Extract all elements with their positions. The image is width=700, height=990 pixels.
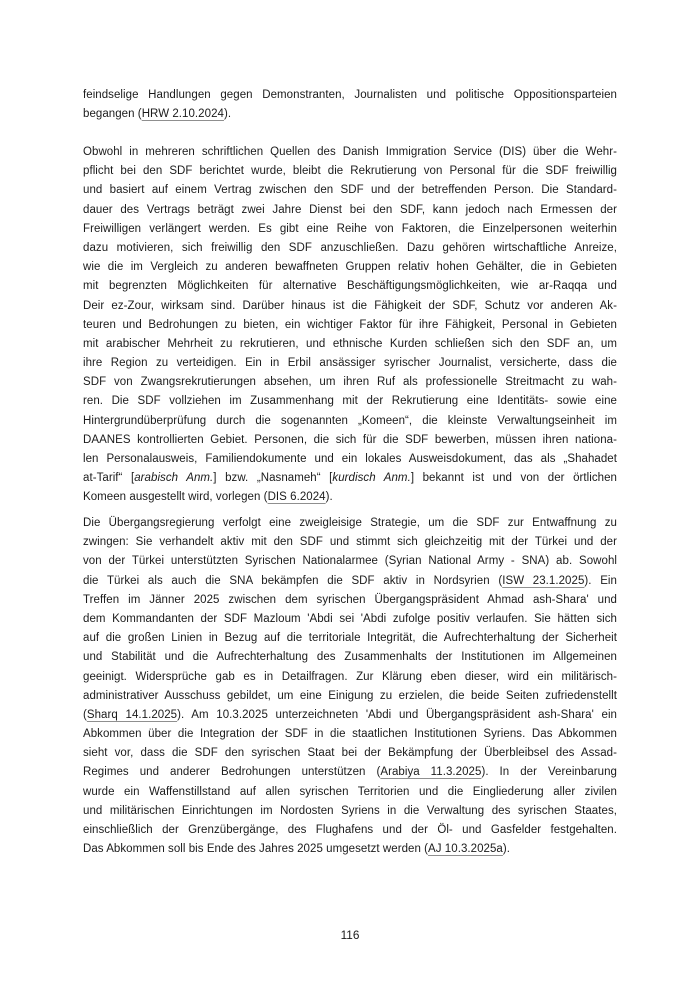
text-line bbox=[83, 162, 617, 181]
text-segment: dazu motivieren, sich freiwillig den SDF anzuschließen. Dazu gehören wirtschaftliche Anreize, bbox=[83, 241, 617, 254]
text-line bbox=[83, 181, 617, 200]
citation-link[interactable]: ISW 23.1.2025 bbox=[502, 574, 585, 587]
text-segment: DAANES kontrollierten Gebiet. Personen, die sich für die SDF bewerben, müssen ihren nationa- bbox=[83, 433, 617, 446]
text-segment: Treffen im Jänner 2025 zwischen dem syrischen Übergangspräsident Ahmad ash-Shara' und bbox=[83, 593, 617, 606]
text-line bbox=[83, 201, 617, 220]
text-segment: Die Übergangsregierung verfolgt eine zweigleisige Strategie, um die SDF zur Entwaffnung zu bbox=[83, 517, 617, 529]
text-line bbox=[83, 763, 617, 782]
text-segment: ). Ein bbox=[584, 574, 617, 587]
text-segment: Deir ez-Zour, wirksam sind. Darüber hinaus ist die Fähigkeit der SDF, Schutz vor anderen Ak- bbox=[83, 299, 617, 312]
paragraph-transitional-government-strategy bbox=[83, 514, 617, 859]
text-segment: ). bbox=[223, 108, 232, 121]
text-segment: ). bbox=[325, 491, 333, 504]
text-line bbox=[83, 552, 617, 571]
text-segment: auf die großen Linien in Bezug auf die territoriale Integrität, die Aufrechterhaltung der Sicherheit bbox=[83, 632, 617, 645]
text-segment: Das Abkommen soll bis Ende des Jahres 2025 umgesetzt werden ( bbox=[83, 843, 429, 856]
text-line bbox=[83, 412, 617, 431]
text-line bbox=[83, 706, 617, 725]
text-line bbox=[83, 431, 617, 450]
text-line bbox=[83, 610, 617, 629]
citation-link[interactable]: Arabiya 11.3.2025 bbox=[380, 766, 482, 779]
text-segment: geeinigt. Widersprüche gab es in Detailfragen. Zur Klärung eben dieser, wird ein militärisch- bbox=[83, 670, 617, 683]
citation-link[interactable]: AJ 10.3.2025a bbox=[428, 843, 503, 856]
text-segment: ren. Die SDF vollziehen im Zusammenhang mit der Rekrutierung eine Identitäts- sowie eine bbox=[83, 395, 617, 408]
citation-link[interactable]: DIS 6.2024 bbox=[267, 491, 326, 504]
paragraph-hostile-actions bbox=[83, 86, 617, 124]
text-segment: Komeen ausgestellt wird, vorlegen ( bbox=[83, 491, 268, 504]
text-segment: und Stabilität und die Aufrechterhaltung des Zusammenhalts der Institutionen im Allgemeinen bbox=[83, 651, 617, 664]
text-segment: ). Am 10.3.2025 unterzeichneten 'Abdi und Übergangspräsident ash-Shara' ein bbox=[177, 708, 617, 721]
text-line bbox=[83, 533, 617, 552]
text-line bbox=[83, 840, 617, 859]
text-line bbox=[83, 572, 617, 591]
text-segment: Obwohl in mehreren schriftlichen Quellen des Danish Immigration Service (DIS) über die Wehr- bbox=[83, 146, 617, 158]
text-segment: wie die im Vergleich zu anderen bewaffneten Gruppen relativ hohen Gehälter, die in Gebieten bbox=[83, 261, 617, 274]
italic-annotation: kurdisch Anm. bbox=[332, 472, 411, 485]
text-segment: teuren und Bedrohungen zu bieten, ein wichtiger Faktor für ihre Fähigkeit, Personal in Gebieten bbox=[83, 318, 617, 331]
text-segment: dem Kommandanten der SDF Mazloum 'Abdi sei 'Abdi zufolge positiv verlaufen. Sie hätten sich bbox=[83, 612, 617, 625]
text-segment: mit begrenzten Möglichkeiten für alternative Beschäftigungsmöglichkeiten, wie ar-Raqqa und bbox=[83, 280, 617, 293]
text-line bbox=[83, 143, 617, 162]
text-line bbox=[83, 86, 617, 105]
text-line bbox=[83, 373, 617, 392]
text-line bbox=[83, 802, 617, 821]
text-line bbox=[83, 258, 617, 277]
text-segment: Freiwilligen verlängert werden. Es gibt eine Reihe von Faktoren, die Einzelpersonen weiterhin bbox=[83, 222, 617, 235]
text-line bbox=[83, 469, 617, 488]
text-segment: feindselige Handlungen gegen Demonstranten, Journalisten und politische Oppositionsparteien bbox=[83, 89, 617, 101]
italic-annotation: arabisch Anm. bbox=[134, 472, 214, 485]
text-segment: ihre Region zu verteidigen. Ein in Erbil ansässiger syrischer Journalist, versicherte, dass die bbox=[83, 357, 617, 370]
text-line bbox=[83, 297, 617, 316]
text-segment: dauer des Vertrags beträgt zwei Jahre Dienst bei den SDF, kann jedoch nach Ermessen der bbox=[83, 203, 617, 216]
text-line bbox=[83, 783, 617, 802]
text-line bbox=[83, 591, 617, 610]
text-segment: und militärischen Einrichtungen im Nordosten Syriens in die Verwaltung des syrischen Staates, bbox=[83, 804, 617, 817]
text-segment: mit arabischer Mehrheit zu rekrutieren, und ethnische Kurden schließen sich den SDF an, um bbox=[83, 337, 617, 350]
text-line bbox=[83, 239, 617, 258]
text-line bbox=[83, 277, 617, 296]
text-line bbox=[83, 514, 617, 533]
text-segment: SDF von Zwangsrekrutierungen absehen, um ihren Ruf als professionelle Streitmacht zu wah- bbox=[83, 376, 617, 389]
text-segment: Abkommen über die Integration der SDF in die staatlichen Institutionen Syriens. Das Abkommen bbox=[83, 728, 617, 741]
text-segment: sieht vor, dass die SDF den syrischen Staat bei der Bekämpfung der Überbleibsel des Assad- bbox=[83, 747, 617, 760]
text-line bbox=[83, 105, 617, 124]
text-line bbox=[83, 821, 617, 840]
text-segment: ( bbox=[83, 708, 87, 721]
text-segment: ] bekannt ist und von der örtlichen bbox=[410, 472, 617, 485]
paragraph-sdf-recruitment bbox=[83, 143, 617, 508]
citation-link[interactable]: HRW 2.10.2024 bbox=[141, 108, 224, 121]
text-segment: ] bzw. „Nasnameh“ [ bbox=[213, 472, 333, 485]
text-segment: einschließlich der Grenzübergänge, des Flughafens und der Öl- und Gasfelder festgehalten. bbox=[83, 824, 617, 836]
citation-link[interactable]: Sharq 14.1.2025 bbox=[86, 708, 178, 721]
text-segment: pflicht bei den SDF berichtet wurde, bleibt die Rekrutierung von Personal für die SDF freiwillig bbox=[83, 165, 617, 178]
page-number: 116 bbox=[340, 928, 360, 942]
text-segment: wurde ein Waffenstillstand auf allen syrischen Territorien und die Eingliederung aller zivilen bbox=[83, 785, 617, 798]
text-line bbox=[83, 220, 617, 239]
text-segment: begangen ( bbox=[83, 108, 142, 121]
text-segment: administrativer Ausschuss gebildet, um eine Einigung zu erzielen, die beide Seiten zufriedenstellt bbox=[83, 689, 617, 702]
text-segment: len Personalausweis, Familiendokumente und ein lokales Ausweisdokument, das als „Shahadet bbox=[83, 453, 617, 465]
text-segment: die Türkei als auch die SNA bekämpfen die SDF aktiv in Nordsyrien ( bbox=[83, 574, 503, 587]
text-segment: und basiert auf einem Vertrag zwischen den SDF und der betreffenden Person. Die Standard- bbox=[83, 184, 617, 197]
text-line bbox=[83, 668, 617, 687]
text-segment: zwingen: Sie verhandelt aktiv mit den SDF und stimmt sich gleichzeitig mit der Türkei und der bbox=[83, 536, 617, 549]
text-segment: ). bbox=[502, 843, 510, 856]
text-line bbox=[83, 450, 617, 469]
text-segment: at-Tarif“ [ bbox=[83, 472, 135, 485]
text-segment: von der Türkei unterstützten Syrischen Nationalarmee (Syrian National Army - SNA) ab. Sowohl bbox=[83, 555, 617, 568]
text-line bbox=[83, 316, 617, 335]
text-line bbox=[83, 392, 617, 411]
text-line bbox=[83, 354, 617, 373]
text-segment: Hintergrundüberprüfung durch die sogenannten „Komeen“, die kleinste Verwaltungseinheit im bbox=[83, 414, 617, 427]
text-line bbox=[83, 488, 617, 507]
text-line bbox=[83, 725, 617, 744]
text-line bbox=[83, 335, 617, 354]
text-line bbox=[83, 744, 617, 763]
text-line bbox=[83, 629, 617, 648]
text-segment: Regimes und anderer Bedrohungen unterstützen ( bbox=[83, 766, 381, 779]
text-segment: ). In der Vereinbarung bbox=[481, 766, 617, 779]
text-line bbox=[83, 648, 617, 667]
text-line bbox=[83, 687, 617, 706]
